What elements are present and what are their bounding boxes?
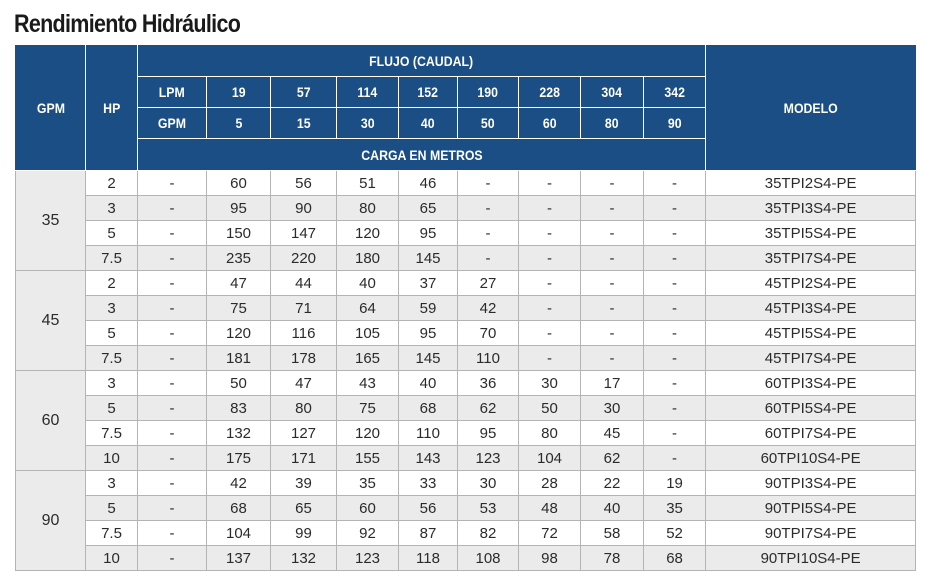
head-value-cell: 132 bbox=[207, 421, 271, 446]
hp-cell: 3 bbox=[86, 296, 138, 321]
lpm-gpm-cell: - bbox=[138, 271, 207, 296]
head-value-cell: 40 bbox=[337, 271, 399, 296]
lpm-gpm-cell: - bbox=[138, 296, 207, 321]
head-value-cell: 33 bbox=[399, 471, 458, 496]
table-row bbox=[16, 421, 916, 446]
hp-cell: 10 bbox=[86, 546, 138, 571]
head-value-cell: 123 bbox=[458, 446, 519, 471]
lpm-gpm-cell: - bbox=[138, 446, 207, 471]
head-value-cell: - bbox=[644, 271, 706, 296]
head-value-cell: 110 bbox=[458, 346, 519, 371]
head-value-cell: 165 bbox=[337, 346, 399, 371]
table-row bbox=[16, 321, 916, 346]
head-value-cell: 68 bbox=[644, 546, 706, 571]
head-value-cell: 220 bbox=[271, 246, 337, 271]
head-value-cell: 178 bbox=[271, 346, 337, 371]
head-value-cell: 95 bbox=[207, 196, 271, 221]
head-value-cell: 36 bbox=[458, 371, 519, 396]
head-value-cell: 83 bbox=[207, 396, 271, 421]
hp-cell: 5 bbox=[86, 496, 138, 521]
table-row bbox=[16, 496, 916, 521]
gpm-group-cell: 90 bbox=[16, 471, 86, 571]
hp-cell: 3 bbox=[86, 471, 138, 496]
gpm-group-cell: 35 bbox=[16, 171, 86, 271]
head-value-cell: 27 bbox=[458, 271, 519, 296]
head-value-cell: 127 bbox=[271, 421, 337, 446]
lpm-gpm-cell: - bbox=[138, 171, 207, 196]
head-value-cell: 22 bbox=[581, 471, 644, 496]
table-row bbox=[16, 271, 916, 296]
model-cell: 90TPI5S4-PE bbox=[706, 496, 916, 521]
gpm-value: 60 bbox=[519, 108, 581, 139]
model-cell: 45TPI7S4-PE bbox=[706, 346, 916, 371]
head-value-cell: 104 bbox=[519, 446, 581, 471]
head-value-cell: 19 bbox=[644, 471, 706, 496]
hp-cell: 10 bbox=[86, 446, 138, 471]
lpm-value: 152 bbox=[399, 77, 458, 108]
head-value-cell: 181 bbox=[207, 346, 271, 371]
table-row bbox=[16, 546, 916, 571]
head-value-cell: 28 bbox=[519, 471, 581, 496]
head-value-cell: 53 bbox=[458, 496, 519, 521]
head-value-cell: 132 bbox=[271, 546, 337, 571]
head-value-cell: 47 bbox=[271, 371, 337, 396]
lpm-value: 114 bbox=[337, 77, 399, 108]
head-value-cell: 42 bbox=[458, 296, 519, 321]
head-value-cell: 35 bbox=[337, 471, 399, 496]
table-row bbox=[16, 521, 916, 546]
lpm-gpm-cell: - bbox=[138, 321, 207, 346]
flow-header: FLUJO (CAUDAL) bbox=[138, 46, 706, 77]
lpm-value: 19 bbox=[207, 77, 271, 108]
head-value-cell: - bbox=[519, 346, 581, 371]
head-value-cell: 150 bbox=[207, 221, 271, 246]
head-value-cell: 30 bbox=[581, 396, 644, 421]
head-value-cell: - bbox=[644, 446, 706, 471]
head-value-cell: 62 bbox=[581, 446, 644, 471]
lpm-gpm-cell: - bbox=[138, 521, 207, 546]
lpm-value: 304 bbox=[581, 77, 644, 108]
head-value-cell: - bbox=[519, 246, 581, 271]
head-value-cell: 80 bbox=[271, 396, 337, 421]
hp-cell: 7.5 bbox=[86, 246, 138, 271]
head-value-cell: 46 bbox=[399, 171, 458, 196]
lpm-gpm-cell: - bbox=[138, 396, 207, 421]
head-value-cell: - bbox=[581, 296, 644, 321]
head-value-cell: 137 bbox=[207, 546, 271, 571]
head-value-cell: 105 bbox=[337, 321, 399, 346]
model-cell: 60TPI7S4-PE bbox=[706, 421, 916, 446]
head-value-cell: 68 bbox=[399, 396, 458, 421]
hp-cell: 3 bbox=[86, 371, 138, 396]
head-value-cell: 56 bbox=[399, 496, 458, 521]
head-value-cell: 58 bbox=[581, 521, 644, 546]
lpm-gpm-cell: - bbox=[138, 221, 207, 246]
hp-cell: 7.5 bbox=[86, 421, 138, 446]
head-value-cell: 37 bbox=[399, 271, 458, 296]
head-value-cell: - bbox=[581, 271, 644, 296]
head-value-cell: 62 bbox=[458, 396, 519, 421]
head-value-cell: 87 bbox=[399, 521, 458, 546]
hp-cell: 5 bbox=[86, 396, 138, 421]
performance-table bbox=[15, 45, 916, 571]
head-value-cell: - bbox=[644, 321, 706, 346]
head-value-cell: - bbox=[458, 246, 519, 271]
head-value-cell: 56 bbox=[271, 171, 337, 196]
head-value-cell: 35 bbox=[644, 496, 706, 521]
head-value-cell: 180 bbox=[337, 246, 399, 271]
head-value-cell: 145 bbox=[399, 346, 458, 371]
head-value-cell: 47 bbox=[207, 271, 271, 296]
table-row bbox=[16, 171, 916, 196]
head-value-cell: - bbox=[644, 371, 706, 396]
head-value-cell: - bbox=[519, 296, 581, 321]
head-value-cell: 50 bbox=[207, 371, 271, 396]
gpm-value: 40 bbox=[399, 108, 458, 139]
head-value-cell: 99 bbox=[271, 521, 337, 546]
lpm-gpm-cell: - bbox=[138, 471, 207, 496]
head-value-cell: 51 bbox=[337, 171, 399, 196]
head-value-cell: - bbox=[458, 196, 519, 221]
head-value-cell: 65 bbox=[399, 196, 458, 221]
hp-column-header: HP bbox=[86, 46, 138, 171]
head-value-cell: - bbox=[458, 221, 519, 246]
model-cell: 45TPI3S4-PE bbox=[706, 296, 916, 321]
lpm-gpm-cell: - bbox=[138, 246, 207, 271]
head-value-cell: 120 bbox=[207, 321, 271, 346]
gpm-value: 80 bbox=[581, 108, 644, 139]
head-value-cell: 120 bbox=[337, 421, 399, 446]
gpm-column-header: GPM bbox=[16, 46, 86, 171]
head-value-cell: 75 bbox=[337, 396, 399, 421]
head-value-cell: - bbox=[581, 196, 644, 221]
head-value-cell: 43 bbox=[337, 371, 399, 396]
table-row bbox=[16, 346, 916, 371]
head-value-cell: 120 bbox=[337, 221, 399, 246]
gpm-value: 5 bbox=[207, 108, 271, 139]
head-value-cell: 50 bbox=[519, 396, 581, 421]
head-value-cell: - bbox=[644, 346, 706, 371]
model-cell: 90TPI7S4-PE bbox=[706, 521, 916, 546]
head-value-cell: 143 bbox=[399, 446, 458, 471]
head-value-cell: 60 bbox=[207, 171, 271, 196]
head-value-cell: 155 bbox=[337, 446, 399, 471]
gpm-value: 30 bbox=[337, 108, 399, 139]
lpm-label: LPM bbox=[138, 77, 207, 108]
head-value-cell: - bbox=[581, 346, 644, 371]
model-column-header: MODELO bbox=[706, 46, 916, 171]
head-value-cell: 92 bbox=[337, 521, 399, 546]
head-value-cell: - bbox=[644, 221, 706, 246]
head-value-cell: - bbox=[644, 296, 706, 321]
head-value-cell: 108 bbox=[458, 546, 519, 571]
hp-cell: 2 bbox=[86, 171, 138, 196]
lpm-value: 228 bbox=[519, 77, 581, 108]
table-row bbox=[16, 246, 916, 271]
head-value-cell: - bbox=[519, 196, 581, 221]
head-value-cell: 75 bbox=[207, 296, 271, 321]
lpm-value: 57 bbox=[271, 77, 337, 108]
head-value-cell: 42 bbox=[207, 471, 271, 496]
head-value-cell: 59 bbox=[399, 296, 458, 321]
head-value-cell: 80 bbox=[337, 196, 399, 221]
head-value-cell: - bbox=[519, 171, 581, 196]
model-cell: 35TPI2S4-PE bbox=[706, 171, 916, 196]
model-cell: 45TPI2S4-PE bbox=[706, 271, 916, 296]
page-title: Rendimiento Hidráulico bbox=[14, 10, 241, 38]
head-value-cell: - bbox=[644, 196, 706, 221]
hp-cell: 2 bbox=[86, 271, 138, 296]
gpm-group-cell: 60 bbox=[16, 371, 86, 471]
gpm-value: 90 bbox=[644, 108, 706, 139]
head-value-cell: 98 bbox=[519, 546, 581, 571]
head-value-cell: 64 bbox=[337, 296, 399, 321]
head-value-cell: 104 bbox=[207, 521, 271, 546]
head-value-cell: 45 bbox=[581, 421, 644, 446]
head-value-cell: 118 bbox=[399, 546, 458, 571]
head-meters-header: CARGA EN METROS bbox=[138, 139, 706, 171]
lpm-gpm-cell: - bbox=[138, 496, 207, 521]
head-value-cell: 116 bbox=[271, 321, 337, 346]
head-value-cell: 70 bbox=[458, 321, 519, 346]
table-header bbox=[16, 46, 916, 171]
model-cell: 60TPI3S4-PE bbox=[706, 371, 916, 396]
head-value-cell: - bbox=[581, 221, 644, 246]
table-row bbox=[16, 371, 916, 396]
head-value-cell: 147 bbox=[271, 221, 337, 246]
head-value-cell: 30 bbox=[519, 371, 581, 396]
table-row bbox=[16, 221, 916, 246]
head-value-cell: - bbox=[644, 171, 706, 196]
head-value-cell: 17 bbox=[581, 371, 644, 396]
table-row bbox=[16, 471, 916, 496]
lpm-gpm-cell: - bbox=[138, 196, 207, 221]
model-cell: 90TPI10S4-PE bbox=[706, 546, 916, 571]
table-body bbox=[16, 171, 916, 571]
head-value-cell: 68 bbox=[207, 496, 271, 521]
head-value-cell: - bbox=[581, 321, 644, 346]
lpm-gpm-cell: - bbox=[138, 346, 207, 371]
head-value-cell: 40 bbox=[581, 496, 644, 521]
head-value-cell: 65 bbox=[271, 496, 337, 521]
model-cell: 35TPI7S4-PE bbox=[706, 246, 916, 271]
head-value-cell: 123 bbox=[337, 546, 399, 571]
head-value-cell: 171 bbox=[271, 446, 337, 471]
head-value-cell: 60 bbox=[337, 496, 399, 521]
head-value-cell: - bbox=[519, 321, 581, 346]
head-value-cell: - bbox=[644, 396, 706, 421]
head-value-cell: - bbox=[458, 171, 519, 196]
head-value-cell: 71 bbox=[271, 296, 337, 321]
head-value-cell: 30 bbox=[458, 471, 519, 496]
head-value-cell: 82 bbox=[458, 521, 519, 546]
hp-cell: 5 bbox=[86, 221, 138, 246]
head-value-cell: 72 bbox=[519, 521, 581, 546]
lpm-gpm-cell: - bbox=[138, 421, 207, 446]
table-row bbox=[16, 396, 916, 421]
model-cell: 35TPI5S4-PE bbox=[706, 221, 916, 246]
model-cell: 45TPI5S4-PE bbox=[706, 321, 916, 346]
head-value-cell: 80 bbox=[519, 421, 581, 446]
head-value-cell: - bbox=[581, 246, 644, 271]
gpm-value: 15 bbox=[271, 108, 337, 139]
head-value-cell: 145 bbox=[399, 246, 458, 271]
model-cell: 90TPI3S4-PE bbox=[706, 471, 916, 496]
hp-cell: 5 bbox=[86, 321, 138, 346]
head-value-cell: 78 bbox=[581, 546, 644, 571]
model-cell: 35TPI3S4-PE bbox=[706, 196, 916, 221]
head-value-cell: 235 bbox=[207, 246, 271, 271]
head-value-cell: - bbox=[519, 221, 581, 246]
head-value-cell: 90 bbox=[271, 196, 337, 221]
gpm-label: GPM bbox=[138, 108, 207, 139]
head-value-cell: 52 bbox=[644, 521, 706, 546]
model-cell: 60TPI5S4-PE bbox=[706, 396, 916, 421]
head-value-cell: 95 bbox=[399, 321, 458, 346]
hp-cell: 7.5 bbox=[86, 521, 138, 546]
head-value-cell: - bbox=[581, 171, 644, 196]
lpm-gpm-cell: - bbox=[138, 546, 207, 571]
table-row bbox=[16, 446, 916, 471]
head-value-cell: - bbox=[519, 271, 581, 296]
head-value-cell: 95 bbox=[399, 221, 458, 246]
head-value-cell: 110 bbox=[399, 421, 458, 446]
lpm-gpm-cell: - bbox=[138, 371, 207, 396]
gpm-group-cell: 45 bbox=[16, 271, 86, 371]
head-value-cell: 39 bbox=[271, 471, 337, 496]
lpm-value: 342 bbox=[644, 77, 706, 108]
head-value-cell: 44 bbox=[271, 271, 337, 296]
model-cell: 60TPI10S4-PE bbox=[706, 446, 916, 471]
table-row bbox=[16, 196, 916, 221]
head-value-cell: - bbox=[644, 246, 706, 271]
table-row bbox=[16, 296, 916, 321]
hp-cell: 3 bbox=[86, 196, 138, 221]
head-value-cell: 95 bbox=[458, 421, 519, 446]
head-value-cell: 48 bbox=[519, 496, 581, 521]
head-value-cell: 40 bbox=[399, 371, 458, 396]
lpm-value: 190 bbox=[458, 77, 519, 108]
head-value-cell: - bbox=[644, 421, 706, 446]
gpm-value: 50 bbox=[458, 108, 519, 139]
hp-cell: 7.5 bbox=[86, 346, 138, 371]
head-value-cell: 175 bbox=[207, 446, 271, 471]
